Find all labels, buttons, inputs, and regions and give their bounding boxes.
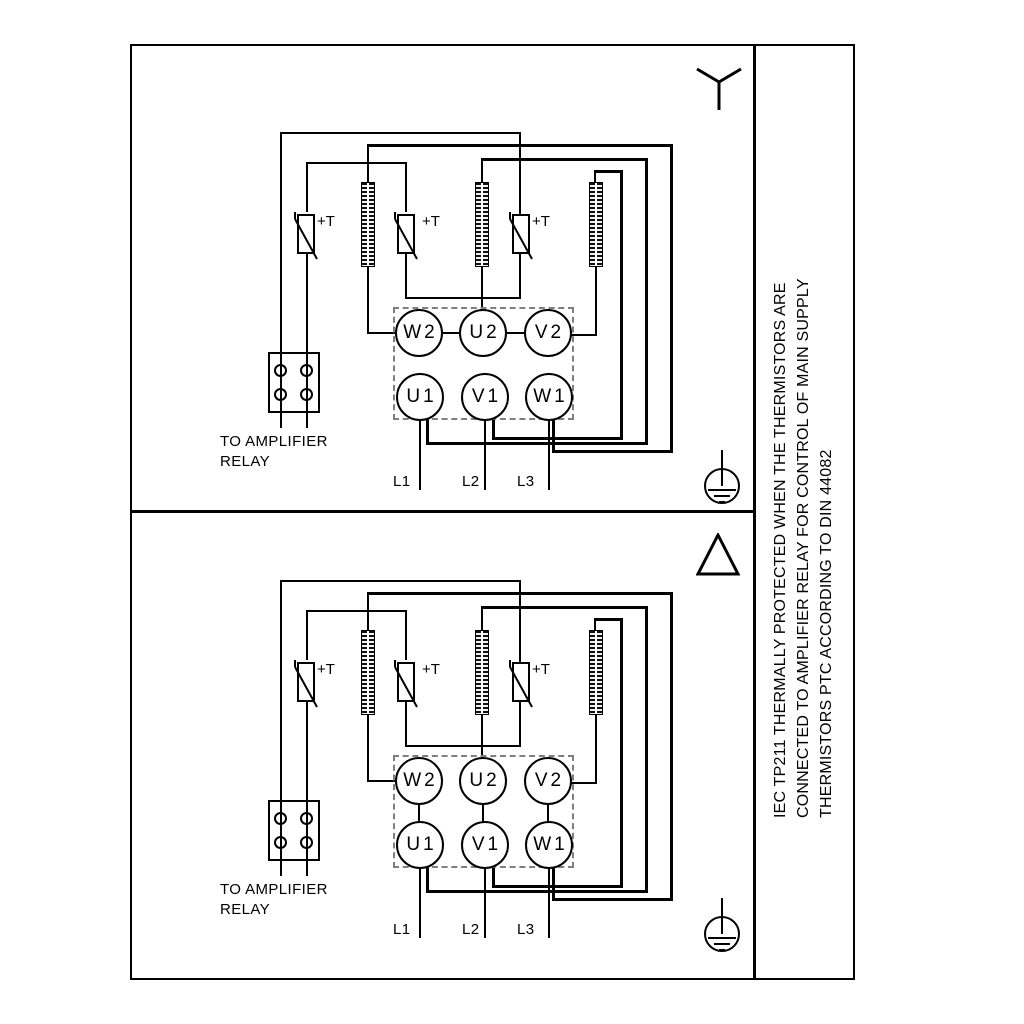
wire <box>280 580 521 582</box>
wire <box>441 332 461 334</box>
wire <box>547 803 549 823</box>
motor-winding-icon <box>475 630 489 715</box>
supply-line-label: L1 <box>393 473 411 490</box>
motor-terminal: W1 <box>525 373 573 421</box>
supply-line-label: L3 <box>517 921 535 938</box>
wire <box>367 715 369 782</box>
wire <box>418 803 420 823</box>
thermistor-icon <box>507 210 535 262</box>
wire <box>426 890 648 893</box>
wire <box>405 610 407 660</box>
motor-terminal: W2 <box>395 757 443 805</box>
motor-winding-icon <box>361 182 375 267</box>
relay-terminal-dot <box>300 388 313 401</box>
wire <box>552 450 673 453</box>
earth-ground-icon <box>702 896 742 956</box>
supply-line-label: L3 <box>517 473 535 490</box>
circuit-area <box>130 44 755 512</box>
wire <box>620 618 623 888</box>
wire <box>367 592 369 632</box>
wire <box>280 132 521 134</box>
wire <box>419 419 421 490</box>
wire <box>426 866 429 892</box>
thermistor-icon <box>292 658 320 710</box>
wire <box>306 610 308 660</box>
wire <box>405 745 521 747</box>
wire <box>571 782 597 784</box>
motor-terminal: W1 <box>525 821 573 869</box>
relay-terminal-dot <box>300 836 313 849</box>
wire <box>670 592 673 901</box>
wire <box>481 606 648 609</box>
wire <box>620 170 623 440</box>
wire <box>426 418 429 444</box>
wire <box>492 885 623 888</box>
circuit-area <box>130 492 755 960</box>
relay-terminal-dot <box>274 388 287 401</box>
thermistor-label: +T <box>422 661 440 678</box>
wire <box>426 442 648 445</box>
thermistor-label: +T <box>317 661 335 678</box>
relay-terminal-dot <box>300 364 313 377</box>
wire <box>481 158 648 161</box>
wire <box>595 715 597 784</box>
connection-panel <box>130 512 755 980</box>
thermistor-icon <box>392 658 420 710</box>
motor-terminal: U1 <box>396 373 444 421</box>
motor-terminal: V2 <box>524 757 572 805</box>
motor-winding-icon <box>589 182 603 267</box>
wire <box>405 297 521 299</box>
motor-terminal: W2 <box>395 309 443 357</box>
wire <box>595 267 597 336</box>
wire <box>548 419 550 490</box>
relay-caption-line: RELAY <box>220 453 271 470</box>
wire <box>306 610 407 612</box>
wire <box>482 803 484 823</box>
wire <box>367 144 369 184</box>
wire <box>548 867 550 938</box>
wire <box>481 606 483 632</box>
relay-caption-line: TO AMPLIFIER <box>220 881 328 898</box>
wire <box>645 606 648 893</box>
thermistor-label: +T <box>422 213 440 230</box>
side-note-line: CONNECTED TO AMPLIFIER RELAY FOR CONTROL OF MAIN SUPPLY <box>795 278 812 818</box>
delta-connection-panel <box>130 512 755 980</box>
wire <box>594 170 623 173</box>
connection-panel <box>130 44 755 512</box>
wire <box>492 866 495 887</box>
wire <box>306 162 308 212</box>
wire <box>481 158 483 184</box>
wire <box>492 418 495 439</box>
wire <box>552 898 673 901</box>
wire <box>484 867 486 938</box>
wire <box>367 267 369 334</box>
relay-terminal-dot <box>274 364 287 377</box>
wire <box>481 715 483 759</box>
motor-winding-icon <box>589 630 603 715</box>
relay-terminal-dot <box>274 836 287 849</box>
motor-winding-icon <box>361 630 375 715</box>
wire <box>419 867 421 938</box>
side-note-line: THERMISTORS PTC ACCORDING TO DIN 44082 <box>818 449 835 818</box>
thermistor-icon <box>292 210 320 262</box>
wire <box>571 334 597 336</box>
thermistor-label: +T <box>532 661 550 678</box>
motor-terminal: V1 <box>461 821 509 869</box>
relay-caption-line: TO AMPLIFIER <box>220 433 328 450</box>
supply-line-label: L2 <box>462 473 480 490</box>
motor-terminal: U1 <box>396 821 444 869</box>
motor-terminal: U2 <box>459 757 507 805</box>
wire <box>481 267 483 311</box>
wire <box>484 419 486 490</box>
supply-line-label: L2 <box>462 921 480 938</box>
thermistor-icon <box>392 210 420 262</box>
amplifier-relay-box <box>268 352 320 413</box>
wire <box>552 866 555 900</box>
motor-terminal: V1 <box>461 373 509 421</box>
relay-terminal-dot <box>300 812 313 825</box>
thermistor-label: +T <box>317 213 335 230</box>
wire <box>367 592 673 595</box>
thermistor-icon <box>507 658 535 710</box>
motor-winding-icon <box>475 182 489 267</box>
wire <box>306 162 407 164</box>
side-note-line: IEC TP211 THERMALLY PROTECTED WHEN THE THERMISTORS ARE <box>772 282 789 818</box>
wire <box>505 332 526 334</box>
wire <box>670 144 673 453</box>
wire <box>492 437 623 440</box>
wire <box>552 418 555 452</box>
motor-terminal: U2 <box>459 309 507 357</box>
relay-caption-line: RELAY <box>220 901 271 918</box>
relay-terminal-dot <box>274 812 287 825</box>
wire <box>405 162 407 212</box>
supply-line-label: L1 <box>393 921 411 938</box>
wire <box>645 158 648 445</box>
wire <box>367 144 673 147</box>
star-connection-panel <box>130 44 755 512</box>
thermistor-label: +T <box>532 213 550 230</box>
amplifier-relay-box <box>268 800 320 861</box>
wire <box>594 618 623 621</box>
motor-terminal: V2 <box>524 309 572 357</box>
